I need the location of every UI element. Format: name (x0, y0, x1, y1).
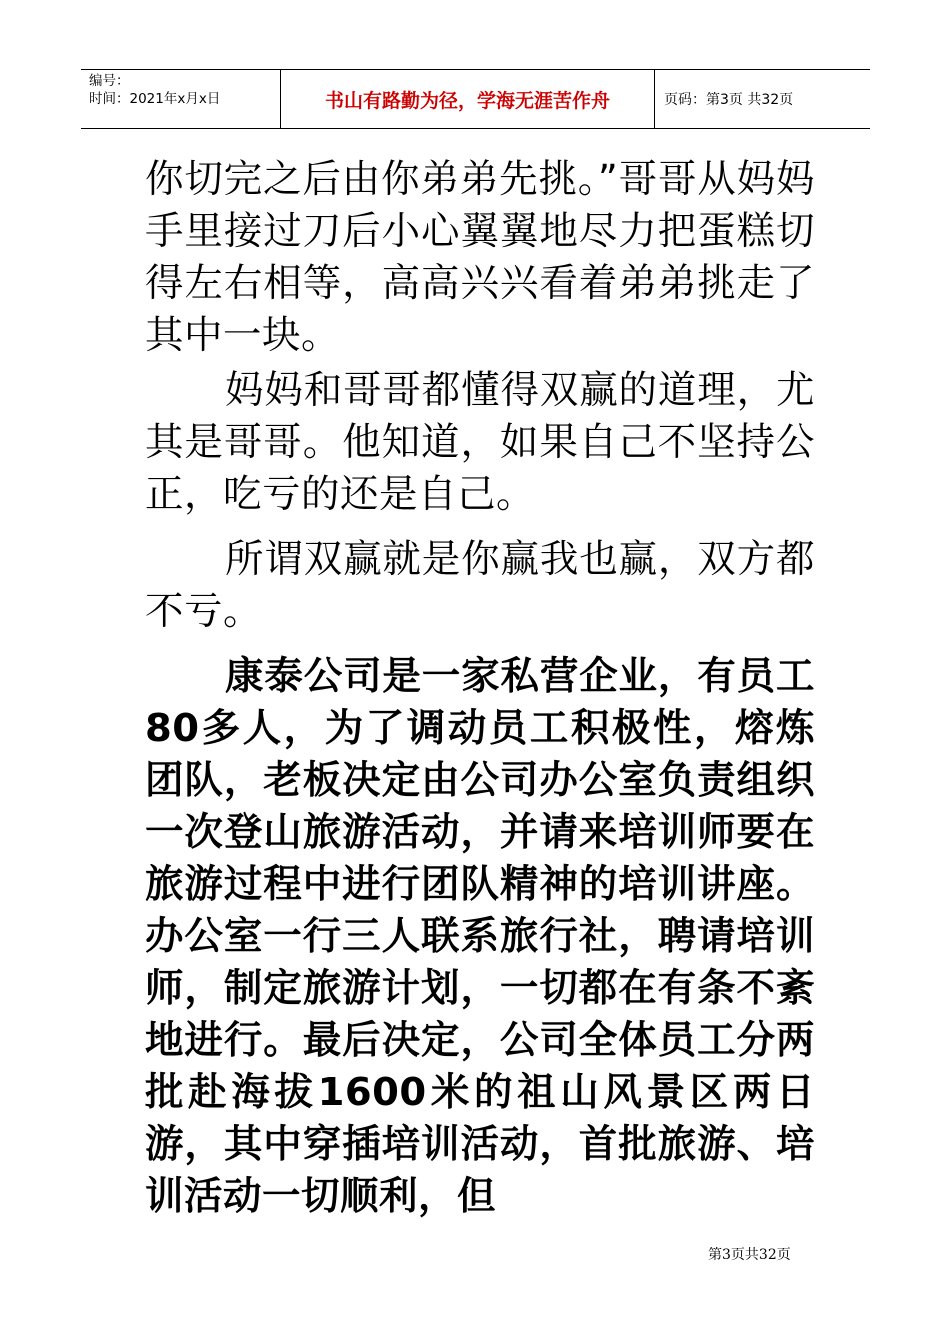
header-motto: 书山有路勤为径，学海无涯苦作舟 (324, 89, 610, 112)
page-header (81, 69, 870, 129)
header-meta (89, 72, 220, 108)
document-body (145, 154, 815, 1223)
page-footer: 第3页共32页 (708, 1247, 791, 1263)
header-number-label: 编号： (89, 73, 130, 89)
paragraph: 你切完之后由你弟弟先挑。”哥哥从妈妈手里接过刀后小心翼翼地尽力把蛋糕切得左右相等，高高兴兴看着弟弟挑走了其中一块。 (145, 157, 815, 358)
paragraph: 所谓双赢就是你赢我也赢，双方都不亏。 (145, 537, 815, 634)
header-date: 时间：2021年x月x日 (89, 91, 221, 107)
paragraph: 妈妈和哥哥都懂得双赢的道理，尤其是哥哥。他知道，如果自己不坚持公正，吃亏的还是自己。 (145, 368, 815, 517)
header-divider (654, 70, 655, 128)
paragraph-bold: 康泰公司是一家私营企业，有员工80多人，为了调动员工积极性，熔炼团队，老板决定由公司办公室负责组织一次登山旅游活动，并请来培训师要在旅游过程中进行团队精神的培训讲座。办公室一行三人联系旅行社，聘请培训师，制定旅游计划，一切都在有条不紊地进行。最后决定，公司全体员工分两批赴海拔1600米的祖山风景区两日游，其中穿插培训活动，首批旅游、培训活动一切顺利，但 (145, 654, 815, 1219)
header-page-info: 页码：第3页 共32页 (664, 92, 794, 108)
